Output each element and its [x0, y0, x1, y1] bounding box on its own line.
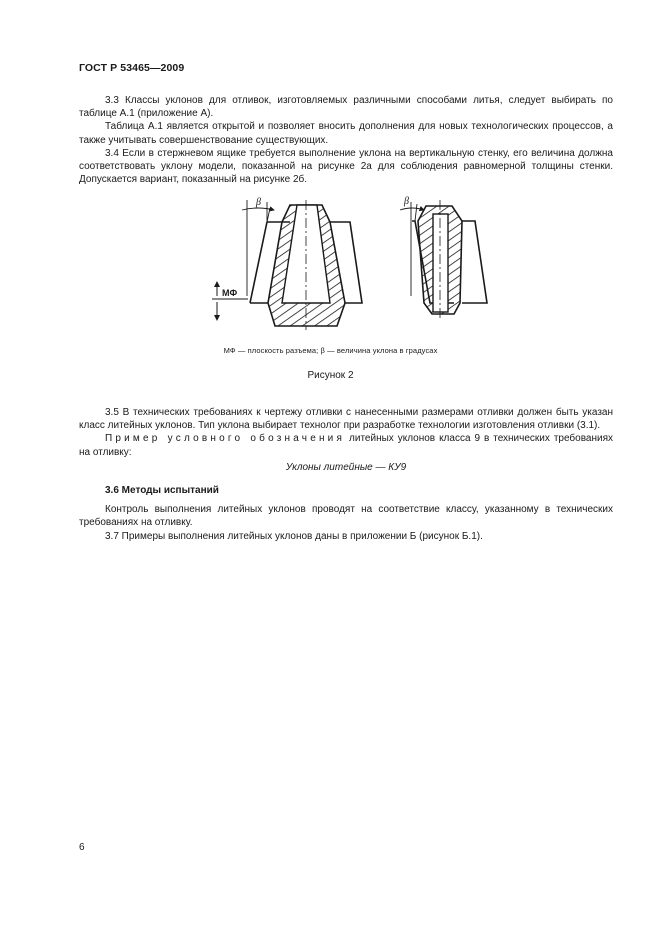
paragraph-3-4: 3.4 Если в стержневом ящике требуется выполнение уклона на вертикальную стенку, его величина должна соответствовать уклону модели, показанной на рисунке 2а для соблюдения равномерной толщины стенки. Допускается вариант, показанный на рисунке 2б. — [79, 147, 613, 186]
figure-legend: МФ — плоскость разъема; β — величина уклона в градусах — [223, 346, 438, 355]
paragraph-table-a1: Таблица А.1 является открытой и позволяет вносить дополнения для новых технологических процессов, а также учитывать совершенствование существующих. — [79, 121, 613, 146]
label-mf: МФ — [222, 288, 238, 298]
paragraph-3-7: 3.7 Примеры выполнения литейных уклонов даны в приложении Б (рисунок Б.1). — [105, 530, 483, 542]
paragraph-example — [79, 432, 613, 458]
figure-2 — [200, 192, 500, 337]
example-designation: Уклоны литейные — КУ9 — [285, 461, 407, 473]
text-block-top — [79, 94, 613, 186]
figure-2b — [400, 196, 487, 320]
figure-2-drawing — [200, 192, 500, 337]
paragraph-3-3: 3.3 Классы уклонов для отливок, изготовляемых различными способами литья, следует выбирать по таблице А.1 (приложение А). — [79, 95, 613, 120]
example-text: литейных уклонов класса 9 в технических требованиях на отливку: — [79, 433, 613, 458]
paragraph-3-5: 3.5 В технических требованиях к чертежу отливки с нанесенными размерами отливки должен быть указан класс литейных уклонов. Тип уклона выбирает технолог при разработке технологии изготовления отливки (3.1). — [79, 407, 613, 432]
heading-3-6: 3.6 Методы испытаний — [105, 485, 219, 497]
label-beta-right: β — [404, 196, 409, 207]
document-header: ГОСТ Р 53465—2009 — [79, 62, 185, 74]
example-label: Пример условного обозначения — [105, 433, 346, 445]
label-beta-left: β — [256, 197, 261, 208]
paragraph-3-6: Контроль выполнения литейных уклонов проводят на соответствие классу, указанному в технических требованиях на отливку. — [79, 504, 613, 529]
page-number: 6 — [79, 842, 85, 853]
figure-2a — [212, 197, 362, 330]
figure-caption: Рисунок 2 — [307, 370, 354, 381]
text-block-bottom — [79, 406, 613, 543]
